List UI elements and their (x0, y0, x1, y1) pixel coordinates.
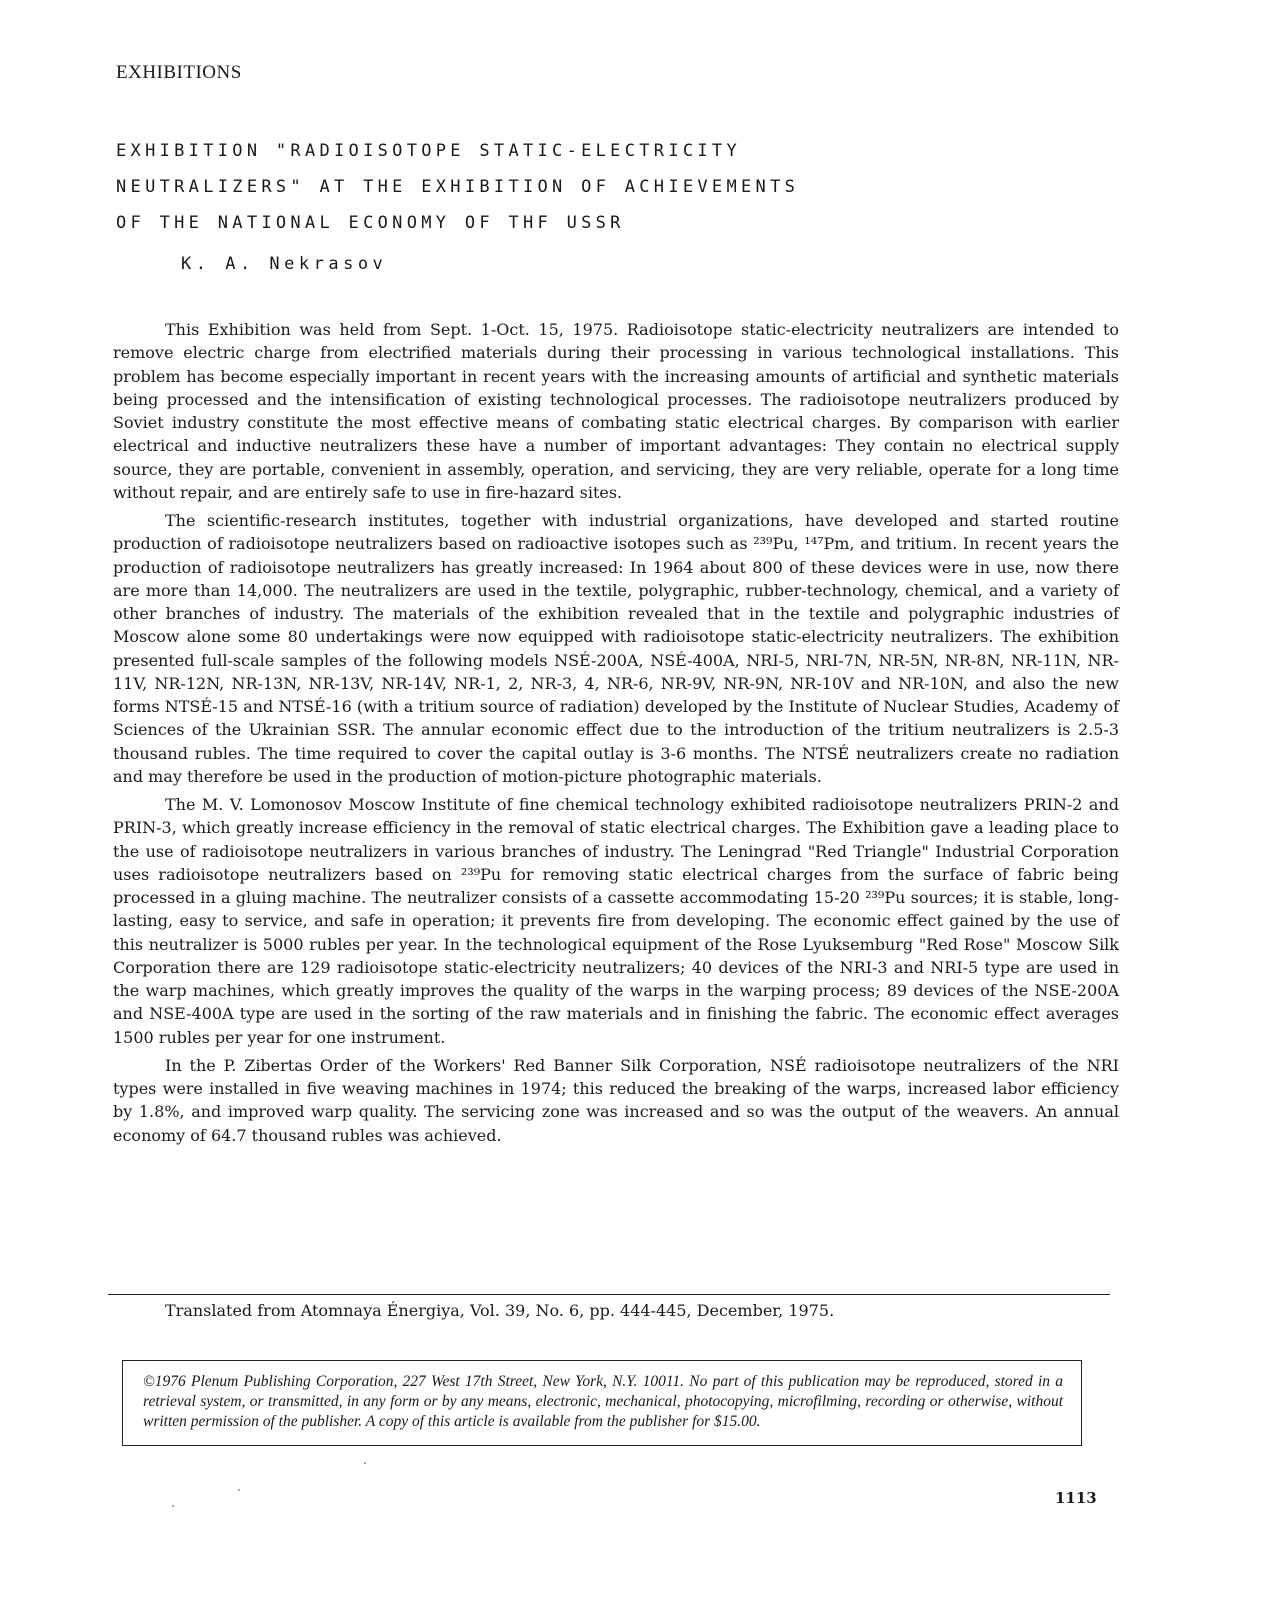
body-paragraph: The M. V. Lomonosov Moscow Institute of fine chemical technology exhibited radioisotope neutralizers PRIN-2 and PRIN-3, which greatly increase efficiency in the removal of static electrical charges. The Exhibition gave a leading place to the use of radioisotope neutralizers in various branches of industry. The Leningrad "Red Triangle" Industrial Corporation uses radioisotope neutralizers based on ²³⁹Pu for removing static electrical charges from the surface of fabric being processed in a gluing machine. The neutralizer consists of a cassette accommodating 15-20 ²³⁹Pu sources; it is stable, long-lasting, easy to service, and safe in operation; it prevents fire from developing. The economic effect gained by the use of this neutralizer is 5000 rubles per year. In the technological equipment of the Rose Lyuksemburg "Red Rose" Moscow Silk Corporation there are 129 radioisotope static-electricity neutralizers; 40 devices of the NRI-3 and NRI-5 type are used in the warp machines, which greatly improves the quality of the warps in the warping process; 89 devices of the NSE-200A and NSE-400A type are used in the sorting of the raw materials and in finishing the fabric. The economic effect averages 1500 rubles per year for one instrument. (113, 795, 1119, 1047)
scan-speck (364, 1462, 366, 1464)
body-paragraph: In the P. Zibertas Order of the Workers' Red Banner Silk Corporation, NSÉ radioisotope neutralizers of the NRI types were installed in five weaving machines in 1974; this reduced the breaking of the warps, increased labor efficiency by 1.8%, and improved warp quality. The servicing zone was increased and so was the output of the weavers. An annual economy of 64.7 thousand rubles was achieved. (113, 1055, 1119, 1145)
section-heading: EXHIBITIONS (116, 62, 242, 83)
translation-source-note: Translated from Atomnaya Énergiya, Vol. 39, No. 6, pp. 444-445, December, 1975. (165, 1301, 835, 1320)
body-paragraph: This Exhibition was held from Sept. 1-Oct. 15, 1975. Radioisotope static-electricity neutralizers are intended to remove electric charge from electrified materials during their processing in various technological installations. This problem has become especially important in recent years with the increasing amounts of artificial and synthetic materials being processed and the intensification of existing technological processes. The radioisotope neutralizers produced by Soviet industry constitute the most effective means of combating static electrical charges. By comparison with earlier electrical and inductive neutralizers these have a number of important advantages: They contain no electrical supply source, they are portable, convenient in assembly, operation, and servicing, they are very reliable, operate for a long time without repair, and are entirely safe to use in fire-hazard sites. (113, 320, 1119, 502)
title-line: EXHIBITION "RADIOISOTOPE STATIC-ELECTRICITY (116, 141, 741, 161)
article-body (113, 318, 1119, 1152)
footnote-divider (108, 1294, 1110, 1295)
page-number: 1113 (1055, 1489, 1097, 1507)
title-line: OF THE NATIONAL ECONOMY OF THF USSR (116, 213, 625, 233)
body-paragraph: The scientific-research institutes, together with industrial organizations, have developed and started routine production of radioisotope neutralizers based on radioactive isotopes such as ²³⁹Pu, ¹⁴⁷Pm, and tritium. In recent years the production of radioisotope neutralizers has greatly increased: In 1964 about 800 of these devices were in use, now there are more than 14,000. The neutralizers are used in the textile, polygraphic, rubber-technology, chemical, and a variety of other branches of industry. The materials of the exhibition revealed that in the textile and polygraphic industries of Moscow alone some 80 undertakings were now equipped with radioisotope static-electricity neutralizers. The exhibition presented full-scale samples of the following models NSÉ-200A, NSÉ-400A, NRI-5, NRI-7N, NR-5N, NR-8N, NR-11N, NR-11V, NR-12N, NR-13N, NR-13V, NR-14V, NR-1, 2, NR-3, 4, NR-6, NR-9V, NR-9N, NR-10V and NR-10N, and also the new forms NTSÉ-15 and NTSÉ-16 (with a tritium source of radiation) developed by the Institute of Nuclear Studies, Academy of Sciences of the Ukrainian SSR. The annular economic effect due to the introduction of the tritium neutralizers is 2.5-3 thousand rubles. The time required to cover the capital outlay is 3-6 months. The NTSÉ neutralizers create no radiation and may therefore be used in the production of motion-picture photographic materials. (113, 511, 1119, 786)
article-title (116, 133, 799, 241)
author-name: K. A. Nekrasov (181, 254, 388, 274)
title-line: NEUTRALIZERS" AT THE EXHIBITION OF ACHIEVEMENTS (116, 177, 800, 197)
scan-speck (238, 1489, 240, 1491)
scan-speck (172, 1505, 174, 1507)
copyright-box: ©1976 Plenum Publishing Corporation, 227 West 17th Street, New York, N.Y. 10011. No part of this publication may be reproduced, stored in a retrieval system, or transmitted, in any form or by any means, electronic, mechanical, photocopying, microfilming, recording or otherwise, without written permission of the publisher. A copy of this article is available from the publisher for $15.00. (122, 1360, 1082, 1446)
